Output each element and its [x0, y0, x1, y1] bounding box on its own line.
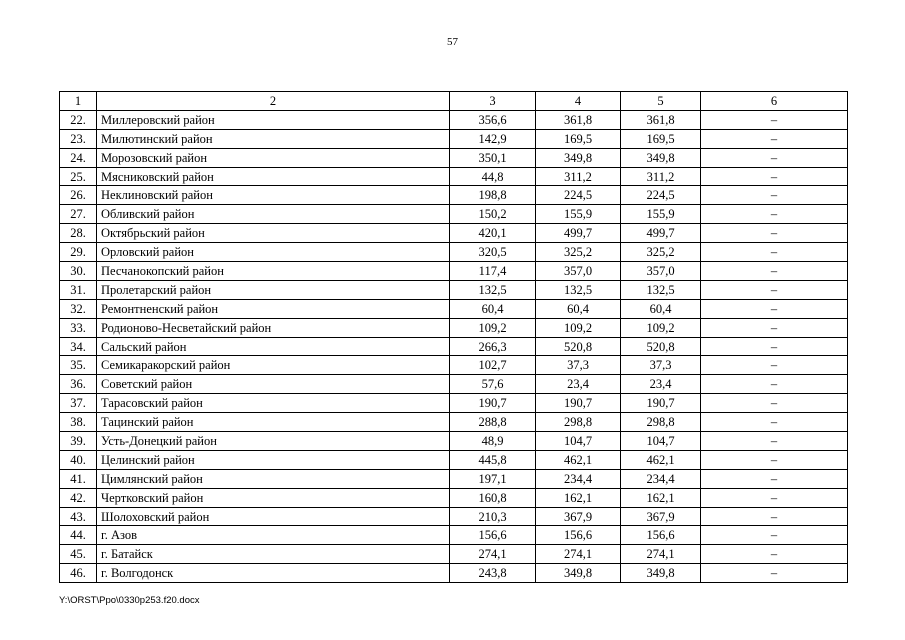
- value-col-6: –: [701, 186, 848, 205]
- value-col-4: 224,5: [536, 186, 621, 205]
- row-number: 37.: [60, 394, 97, 413]
- row-number: 44.: [60, 526, 97, 545]
- district-name: Целинский район: [97, 450, 450, 469]
- value-col-6: –: [701, 129, 848, 148]
- row-number: 33.: [60, 318, 97, 337]
- value-col-4: 274,1: [536, 545, 621, 564]
- value-col-6: –: [701, 148, 848, 167]
- value-col-3: 48,9: [450, 432, 536, 451]
- district-name: Усть-Донецкий район: [97, 432, 450, 451]
- value-col-3: 60,4: [450, 299, 536, 318]
- row-number: 39.: [60, 432, 97, 451]
- value-col-4: 162,1: [536, 488, 621, 507]
- district-name: Пролетарский район: [97, 280, 450, 299]
- value-col-5: 60,4: [621, 299, 701, 318]
- value-col-5: 132,5: [621, 280, 701, 299]
- value-col-3: 288,8: [450, 413, 536, 432]
- value-col-6: –: [701, 318, 848, 337]
- value-col-4: 155,9: [536, 205, 621, 224]
- value-col-3: 445,8: [450, 450, 536, 469]
- district-name: Обливский район: [97, 205, 450, 224]
- value-col-5: 311,2: [621, 167, 701, 186]
- row-number: 25.: [60, 167, 97, 186]
- value-col-3: 356,6: [450, 110, 536, 129]
- value-col-3: 420,1: [450, 224, 536, 243]
- table-row: [60, 394, 848, 413]
- value-col-3: 109,2: [450, 318, 536, 337]
- table-row: [60, 356, 848, 375]
- value-col-3: 102,7: [450, 356, 536, 375]
- table-row: [60, 432, 848, 451]
- district-name: Октябрьский район: [97, 224, 450, 243]
- value-col-3: 210,3: [450, 507, 536, 526]
- value-col-5: 37,3: [621, 356, 701, 375]
- value-col-3: 243,8: [450, 564, 536, 583]
- district-name: Родионово-Несветайский район: [97, 318, 450, 337]
- table-row: [60, 545, 848, 564]
- value-col-5: 298,8: [621, 413, 701, 432]
- table-row: [60, 299, 848, 318]
- row-number: 22.: [60, 110, 97, 129]
- value-col-5: 190,7: [621, 394, 701, 413]
- value-col-4: 357,0: [536, 262, 621, 281]
- value-col-6: –: [701, 507, 848, 526]
- value-col-4: 367,9: [536, 507, 621, 526]
- row-number: 41.: [60, 469, 97, 488]
- value-col-5: 349,8: [621, 148, 701, 167]
- value-col-4: 156,6: [536, 526, 621, 545]
- value-col-4: 132,5: [536, 280, 621, 299]
- district-name: Тарасовский район: [97, 394, 450, 413]
- row-number: 31.: [60, 280, 97, 299]
- row-number: 28.: [60, 224, 97, 243]
- value-col-4: 37,3: [536, 356, 621, 375]
- column-header: 1: [60, 92, 97, 111]
- value-col-5: 325,2: [621, 243, 701, 262]
- value-col-6: –: [701, 299, 848, 318]
- footer-file-path: Y:\ORST\Ppo\0330p253.f20.docx: [59, 595, 200, 606]
- value-col-5: 169,5: [621, 129, 701, 148]
- value-col-6: –: [701, 545, 848, 564]
- row-number: 30.: [60, 262, 97, 281]
- value-col-3: 190,7: [450, 394, 536, 413]
- value-col-4: 190,7: [536, 394, 621, 413]
- district-name: Семикаракорский район: [97, 356, 450, 375]
- page-number: 57: [447, 36, 458, 48]
- value-col-5: 367,9: [621, 507, 701, 526]
- value-col-6: –: [701, 280, 848, 299]
- table-row: [60, 243, 848, 262]
- row-number: 40.: [60, 450, 97, 469]
- table-row: [60, 280, 848, 299]
- table-header-row: [60, 92, 848, 111]
- table-row: [60, 205, 848, 224]
- table-row: [60, 262, 848, 281]
- value-col-4: 60,4: [536, 299, 621, 318]
- value-col-6: –: [701, 394, 848, 413]
- table-row: [60, 337, 848, 356]
- table-row: [60, 110, 848, 129]
- value-col-5: 274,1: [621, 545, 701, 564]
- row-number: 36.: [60, 375, 97, 394]
- value-col-5: 357,0: [621, 262, 701, 281]
- value-col-5: 361,8: [621, 110, 701, 129]
- row-number: 23.: [60, 129, 97, 148]
- column-header: 6: [701, 92, 848, 111]
- row-number: 43.: [60, 507, 97, 526]
- district-name: Неклиновский район: [97, 186, 450, 205]
- table-row: [60, 469, 848, 488]
- value-col-4: 462,1: [536, 450, 621, 469]
- column-header: 2: [97, 92, 450, 111]
- value-col-6: –: [701, 526, 848, 545]
- value-col-3: 57,6: [450, 375, 536, 394]
- value-col-3: 266,3: [450, 337, 536, 356]
- value-col-3: 156,6: [450, 526, 536, 545]
- table-row: [60, 318, 848, 337]
- value-col-6: –: [701, 488, 848, 507]
- value-col-3: 197,1: [450, 469, 536, 488]
- row-number: 27.: [60, 205, 97, 224]
- value-col-6: –: [701, 375, 848, 394]
- table-row: [60, 450, 848, 469]
- table-row: [60, 148, 848, 167]
- row-number: 26.: [60, 186, 97, 205]
- value-col-3: 44,8: [450, 167, 536, 186]
- value-col-4: 325,2: [536, 243, 621, 262]
- value-col-6: –: [701, 432, 848, 451]
- value-col-6: –: [701, 356, 848, 375]
- value-col-5: 23,4: [621, 375, 701, 394]
- district-name: Чертковский район: [97, 488, 450, 507]
- value-col-5: 499,7: [621, 224, 701, 243]
- row-number: 35.: [60, 356, 97, 375]
- value-col-5: 109,2: [621, 318, 701, 337]
- district-name: Ремонтненский район: [97, 299, 450, 318]
- district-name: Морозовский район: [97, 148, 450, 167]
- value-col-4: 104,7: [536, 432, 621, 451]
- row-number: 38.: [60, 413, 97, 432]
- value-col-5: 162,1: [621, 488, 701, 507]
- value-col-6: –: [701, 564, 848, 583]
- value-col-5: 462,1: [621, 450, 701, 469]
- column-header: 4: [536, 92, 621, 111]
- row-number: 29.: [60, 243, 97, 262]
- value-col-6: –: [701, 243, 848, 262]
- value-col-4: 349,8: [536, 148, 621, 167]
- table-row: [60, 186, 848, 205]
- row-number: 45.: [60, 545, 97, 564]
- value-col-6: –: [701, 110, 848, 129]
- value-col-6: –: [701, 450, 848, 469]
- district-name: Песчанокопский район: [97, 262, 450, 281]
- value-col-4: 361,8: [536, 110, 621, 129]
- district-name: Сальский район: [97, 337, 450, 356]
- value-col-6: –: [701, 224, 848, 243]
- value-col-5: 104,7: [621, 432, 701, 451]
- column-header: 5: [621, 92, 701, 111]
- district-name: г. Волгодонск: [97, 564, 450, 583]
- value-col-4: 311,2: [536, 167, 621, 186]
- district-name: Шолоховский район: [97, 507, 450, 526]
- value-col-4: 520,8: [536, 337, 621, 356]
- value-col-5: 156,6: [621, 526, 701, 545]
- row-number: 32.: [60, 299, 97, 318]
- value-col-6: –: [701, 469, 848, 488]
- district-name: Миллеровский район: [97, 110, 450, 129]
- value-col-5: 224,5: [621, 186, 701, 205]
- value-col-3: 142,9: [450, 129, 536, 148]
- data-table: [59, 91, 848, 583]
- value-col-5: 155,9: [621, 205, 701, 224]
- value-col-6: –: [701, 337, 848, 356]
- row-number: 42.: [60, 488, 97, 507]
- value-col-3: 274,1: [450, 545, 536, 564]
- value-col-3: 160,8: [450, 488, 536, 507]
- column-header: 3: [450, 92, 536, 111]
- district-name: Милютинский район: [97, 129, 450, 148]
- value-col-6: –: [701, 262, 848, 281]
- value-col-5: 520,8: [621, 337, 701, 356]
- row-number: 34.: [60, 337, 97, 356]
- value-col-3: 117,4: [450, 262, 536, 281]
- value-col-4: 23,4: [536, 375, 621, 394]
- value-col-3: 198,8: [450, 186, 536, 205]
- district-name: Цимлянский район: [97, 469, 450, 488]
- table-row: [60, 167, 848, 186]
- value-col-6: –: [701, 205, 848, 224]
- value-col-3: 320,5: [450, 243, 536, 262]
- district-name: Мясниковский район: [97, 167, 450, 186]
- table-row: [60, 224, 848, 243]
- value-col-5: 349,8: [621, 564, 701, 583]
- district-name: г. Азов: [97, 526, 450, 545]
- value-col-4: 169,5: [536, 129, 621, 148]
- table-body: [60, 110, 848, 582]
- value-col-4: 109,2: [536, 318, 621, 337]
- district-name: г. Батайск: [97, 545, 450, 564]
- row-number: 46.: [60, 564, 97, 583]
- value-col-5: 234,4: [621, 469, 701, 488]
- table-row: [60, 564, 848, 583]
- value-col-6: –: [701, 413, 848, 432]
- value-col-4: 298,8: [536, 413, 621, 432]
- table-row: [60, 413, 848, 432]
- data-table-container: [59, 91, 847, 583]
- value-col-4: 234,4: [536, 469, 621, 488]
- value-col-6: –: [701, 167, 848, 186]
- table-row: [60, 129, 848, 148]
- district-name: Орловский район: [97, 243, 450, 262]
- table-row: [60, 375, 848, 394]
- row-number: 24.: [60, 148, 97, 167]
- value-col-3: 350,1: [450, 148, 536, 167]
- value-col-3: 150,2: [450, 205, 536, 224]
- table-row: [60, 526, 848, 545]
- value-col-3: 132,5: [450, 280, 536, 299]
- value-col-4: 349,8: [536, 564, 621, 583]
- table-row: [60, 488, 848, 507]
- value-col-4: 499,7: [536, 224, 621, 243]
- table-row: [60, 507, 848, 526]
- district-name: Тацинский район: [97, 413, 450, 432]
- district-name: Советский район: [97, 375, 450, 394]
